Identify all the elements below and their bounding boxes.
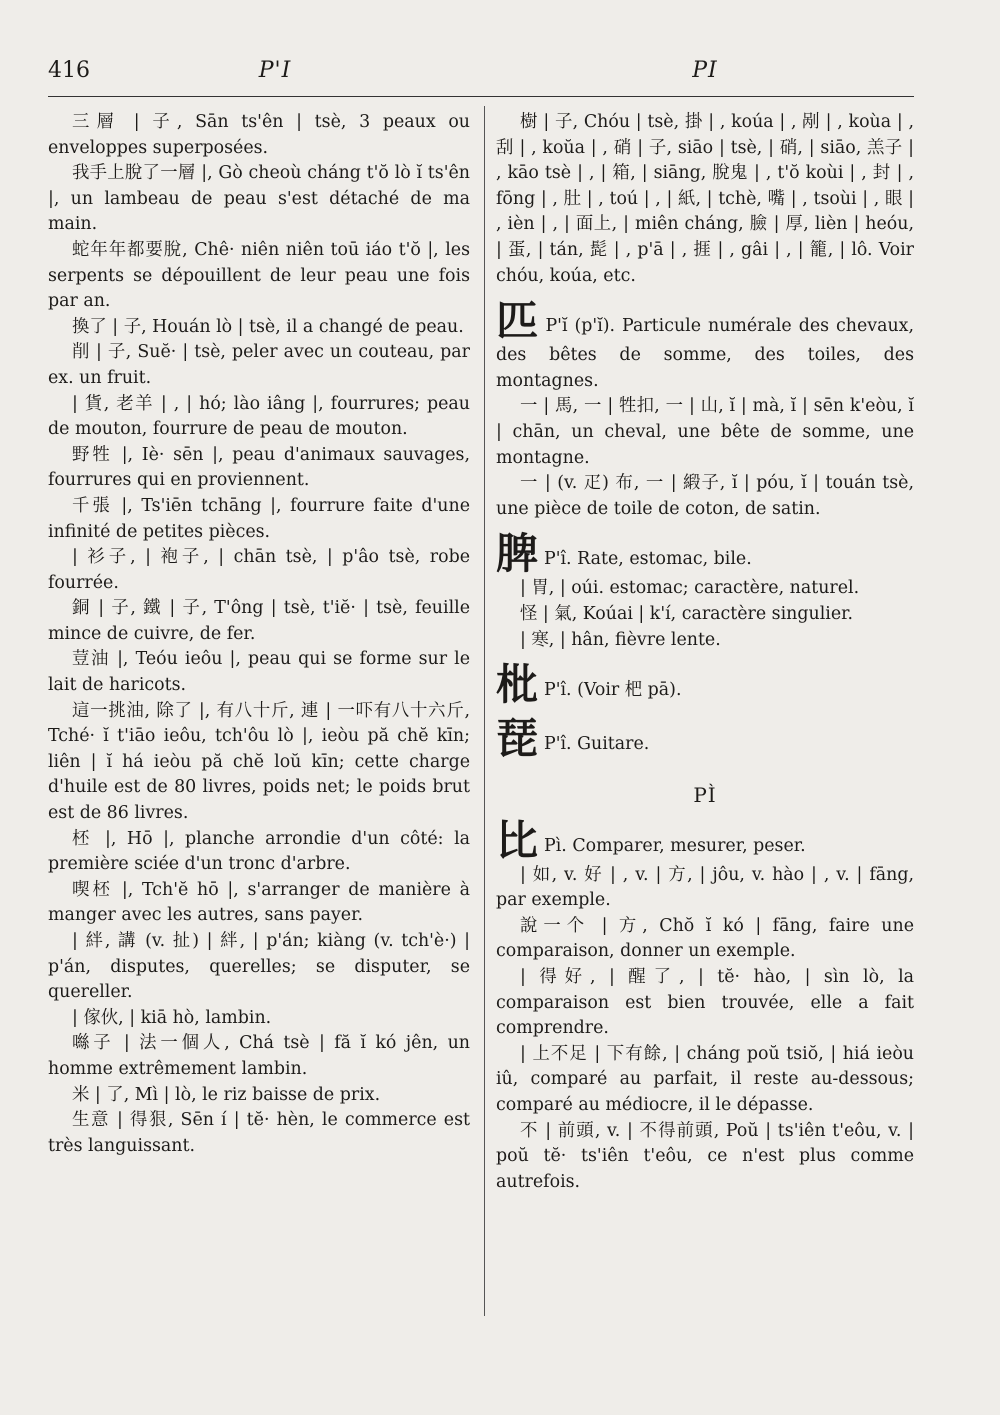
- headword-entry: [496, 529, 914, 579]
- entry: 說一个 | 方, Chŏ ĭ kó | fāng, faire une comparaison, donner un exemple.: [496, 915, 914, 962]
- headword-entry: [496, 815, 914, 865]
- entry: 一 | 馬, 一 | 牲扣, 一 | 山, ĭ | mà, ĭ | sēn k'eòu, ĭ | chān, un cheval, une bête de somme, une montagne.: [496, 396, 914, 468]
- entry: 喫柸 |, Tch'ĕ hō |, s'arranger de manière à manger avec les autres, sans payer.: [48, 879, 470, 926]
- running-head-right: PI: [692, 58, 718, 83]
- entry: 柸 |, Hō |, planche arrondie d'un côté: la première sciée d'un tronc d'arbre.: [48, 828, 470, 875]
- entry: 怪 | 氣, Koúai | k'í, caractère singulier.: [520, 603, 854, 624]
- entry: 千張 |, Ts'iēn tchāng |, fourrure faite d'une infinité de petites pièces.: [48, 495, 470, 542]
- entry: | 絆, 講 (v. 扯) | 絆, | p'án; kiàng (v. tch'è·) | p'án, disputes, querelles; se disputer, se quereller.: [48, 931, 470, 1003]
- entry: 不 | 前頭, v. | 不得前頭, Poŭ | ts'iên t'eôu, v. | poŭ tĕ· ts'iên t'eôu, ce n'est plus comme autrefois.: [496, 1120, 914, 1192]
- entry: 米 | 了, Mì | lò, le riz baisse de prix.: [72, 1084, 381, 1105]
- entry: | 得好, | 醒了, | tĕ· hào, | sìn lò, la comparaison est bien trouvée, elle a fait comprendre.: [496, 967, 914, 1039]
- headword-entry: [496, 660, 914, 710]
- entry: 這一挑油, 除了 |, 有八十斤, 連 | 一吓有八十六斤, Tché· ĭ t'iāo ieôu, tch'ôu lò |, ieòu pă chĕ kīn; liên | ĭ há ieòu pă chĕ loŭ kīn; cette charge d'huile est de 80 livres, poids net; le poids brut est de 86 livres.: [48, 700, 470, 824]
- entry: 銅 | 子, 鐵 | 子, T'ông | tsè, t'iĕ· | tsè, feuille mince de cuivre, de fer.: [48, 598, 470, 644]
- definition: P'î. (Voir 杷 pā).: [544, 680, 682, 701]
- entry: 一 | (v. 疋) 布, 一 | 緞子, ĭ | póu, ĭ | touán tsè, une pièce de toile de coton, de satin.: [496, 473, 914, 519]
- entry: 三層 | 子, Sān ts'ên | tsè, 3 peaux ou enveloppes superposées.: [48, 112, 470, 158]
- entry: | 傢伙, | kiā hò, lambin.: [72, 1007, 272, 1028]
- entry: 削 | 子, Suĕ· | tsè, peler avec un couteau, par ex. un fruit.: [48, 342, 470, 388]
- entry: 我手上脫了一層 |, Gò cheoù cháng t'ŏ lò ĭ ts'ên |, un lambeau de peau s'est détaché de ma main.: [48, 163, 470, 235]
- entry: | 胃, | oúi. estomac; caractère, naturel.: [520, 578, 860, 599]
- entry: 生意 | 得狠, Sēn í | tĕ· hèn, le commerce est très languissant.: [48, 1110, 470, 1156]
- headword-entry: [496, 714, 914, 764]
- entry: 換了 | 子, Houán lò | tsè, il a changé de peau.: [72, 316, 464, 337]
- headword-entry: [496, 296, 914, 394]
- definition: Pì. Comparer, mesurer, peser.: [544, 835, 806, 856]
- entry: 蛇年年都要脫, Chê· niên niên toū iáo t'ŏ |, les serpents se dépouillent de leur peau une fois par an.: [48, 239, 470, 312]
- entry: | 如, v. 好 | , v. | 方, | jôu, v. hào | , v. | fāng, par exemple.: [496, 864, 914, 911]
- entry: 噝子 | 法一個人, Chá tsè | fă ĭ kó jên, un homme extrêmement lambin.: [48, 1033, 470, 1079]
- entry: | 寒, | hân, fièvre lente.: [520, 629, 721, 650]
- page-number: 416: [48, 58, 90, 83]
- right-column: [496, 110, 914, 1195]
- entry: 荳油 |, Teóu ieôu |, peau qui se forme sur le lait de haricots.: [48, 649, 470, 696]
- entry: 樹 | 子, Chóu | tsè, 掛 | , koúa | , 剐 | , koùa | , 刮 | , koŭa | , 硝 | 子, siāo | tsè, | 硝, | siāo, 羔子 | , kāo tsè | , | 箱, | siāng, 脫鬼 | , t'ŏ koùi | , 封 | , fōng | , 肚 | , toú | , | 紙, | tchè, 嘴 | , tsoùi | , 眼 | , ièn | , | 面上, | miên cháng, 臉 | 厚, lièn | heóu, | 蛋, | tán, 髭 | , p'ā | , 捱 | , gâi | , | 籠, | lô. Voir chóu, koúa, etc.: [496, 112, 914, 286]
- header-rule: [48, 96, 914, 97]
- headword: 琵: [496, 714, 539, 764]
- definition: P'î. Rate, estomac, bile.: [544, 549, 752, 570]
- left-column: [48, 110, 470, 1159]
- column-divider: [484, 106, 485, 1316]
- definition: P'ĭ (p'ĭ). Particule numérale des chevaux, des bêtes de somme, des toiles, des montagnes.: [496, 316, 914, 391]
- definition: P'î. Guitare.: [544, 734, 650, 755]
- entry: | 上不足 | 下有餘, | cháng poŭ tsiŏ, | hiá ieòu iû, comparé au parfait, il reste au-dessous; comparé au médiocre, il le dépasse.: [496, 1043, 914, 1116]
- entry: | 衫子, | 袍子, | chān tsè, | p'âo tsè, robe fourrée.: [48, 547, 470, 593]
- headword: 匹: [496, 296, 540, 346]
- entry: 野牲 |, Iè· sēn |, peau d'animaux sauvages, fourrures qui en proviennent.: [48, 444, 470, 491]
- headword: 脾: [496, 529, 539, 579]
- entry: | 貨, 老羊 | , | hó; lào iâng |, fourrures; peau de mouton, fourrure de peau de mouton.: [48, 393, 470, 440]
- running-head-left: P'I: [258, 58, 292, 83]
- section-title: PÌ: [693, 783, 717, 808]
- headword: 比: [496, 815, 539, 865]
- headword: 枇: [496, 660, 539, 710]
